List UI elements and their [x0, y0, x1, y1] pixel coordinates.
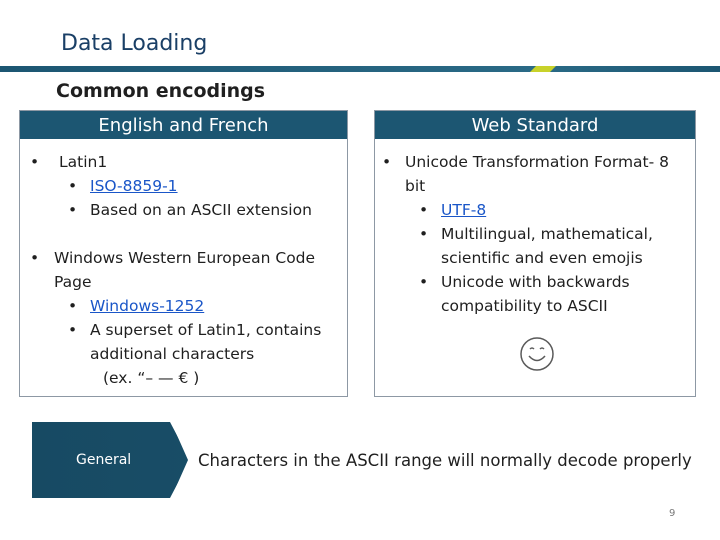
- bullet-icon: •: [419, 201, 429, 219]
- bullet-icon: •: [68, 321, 78, 339]
- title-divider-bar: [0, 66, 720, 72]
- utf-8-link[interactable]: UTF-8: [441, 201, 487, 219]
- bullet-icon: •: [419, 273, 429, 291]
- list-item: A superset of Latin1, contains: [90, 321, 322, 339]
- banner-label-general: General: [76, 452, 132, 468]
- list-item: Windows Western European Code: [54, 249, 316, 267]
- panel-header-web-standard: Web Standard: [375, 111, 695, 139]
- list-item: Unicode Transformation Format- 8: [405, 153, 669, 171]
- iso-8859-1-link[interactable]: ISO-8859-1: [90, 177, 178, 195]
- bullet-icon: •: [30, 153, 40, 171]
- list-item-continued: scientific and even emojis: [441, 249, 643, 267]
- panel-header-english-french: English and French: [20, 111, 347, 139]
- bullet-icon: •: [30, 249, 40, 267]
- bullet-icon: •: [68, 177, 78, 195]
- list-item: Multilingual, mathematical,: [441, 225, 653, 243]
- page-number: 9: [669, 508, 676, 519]
- list-item: Based on an ASCII extension: [90, 201, 312, 219]
- section-subtitle: Common encodings: [56, 80, 266, 102]
- list-item-continued: bit: [405, 177, 426, 195]
- list-item: Latin1: [59, 153, 108, 171]
- bullet-icon: •: [382, 153, 392, 171]
- list-item-example: (ex. “– — € ): [103, 369, 200, 387]
- bullet-icon: •: [68, 297, 78, 315]
- windows-1252-link[interactable]: Windows-1252: [90, 297, 205, 315]
- slide-title: Data Loading: [61, 31, 208, 56]
- bullet-icon: •: [419, 225, 429, 243]
- list-item-continued: additional characters: [90, 345, 255, 363]
- list-item-continued: Page: [54, 273, 92, 291]
- list-item: Unicode with backwards: [441, 273, 630, 291]
- bullet-icon: •: [68, 201, 78, 219]
- smiley-icon: [519, 336, 555, 372]
- banner-message: Characters in the ASCII range will normally decode properly: [198, 451, 692, 470]
- list-item-continued: compatibility to ASCII: [441, 297, 608, 315]
